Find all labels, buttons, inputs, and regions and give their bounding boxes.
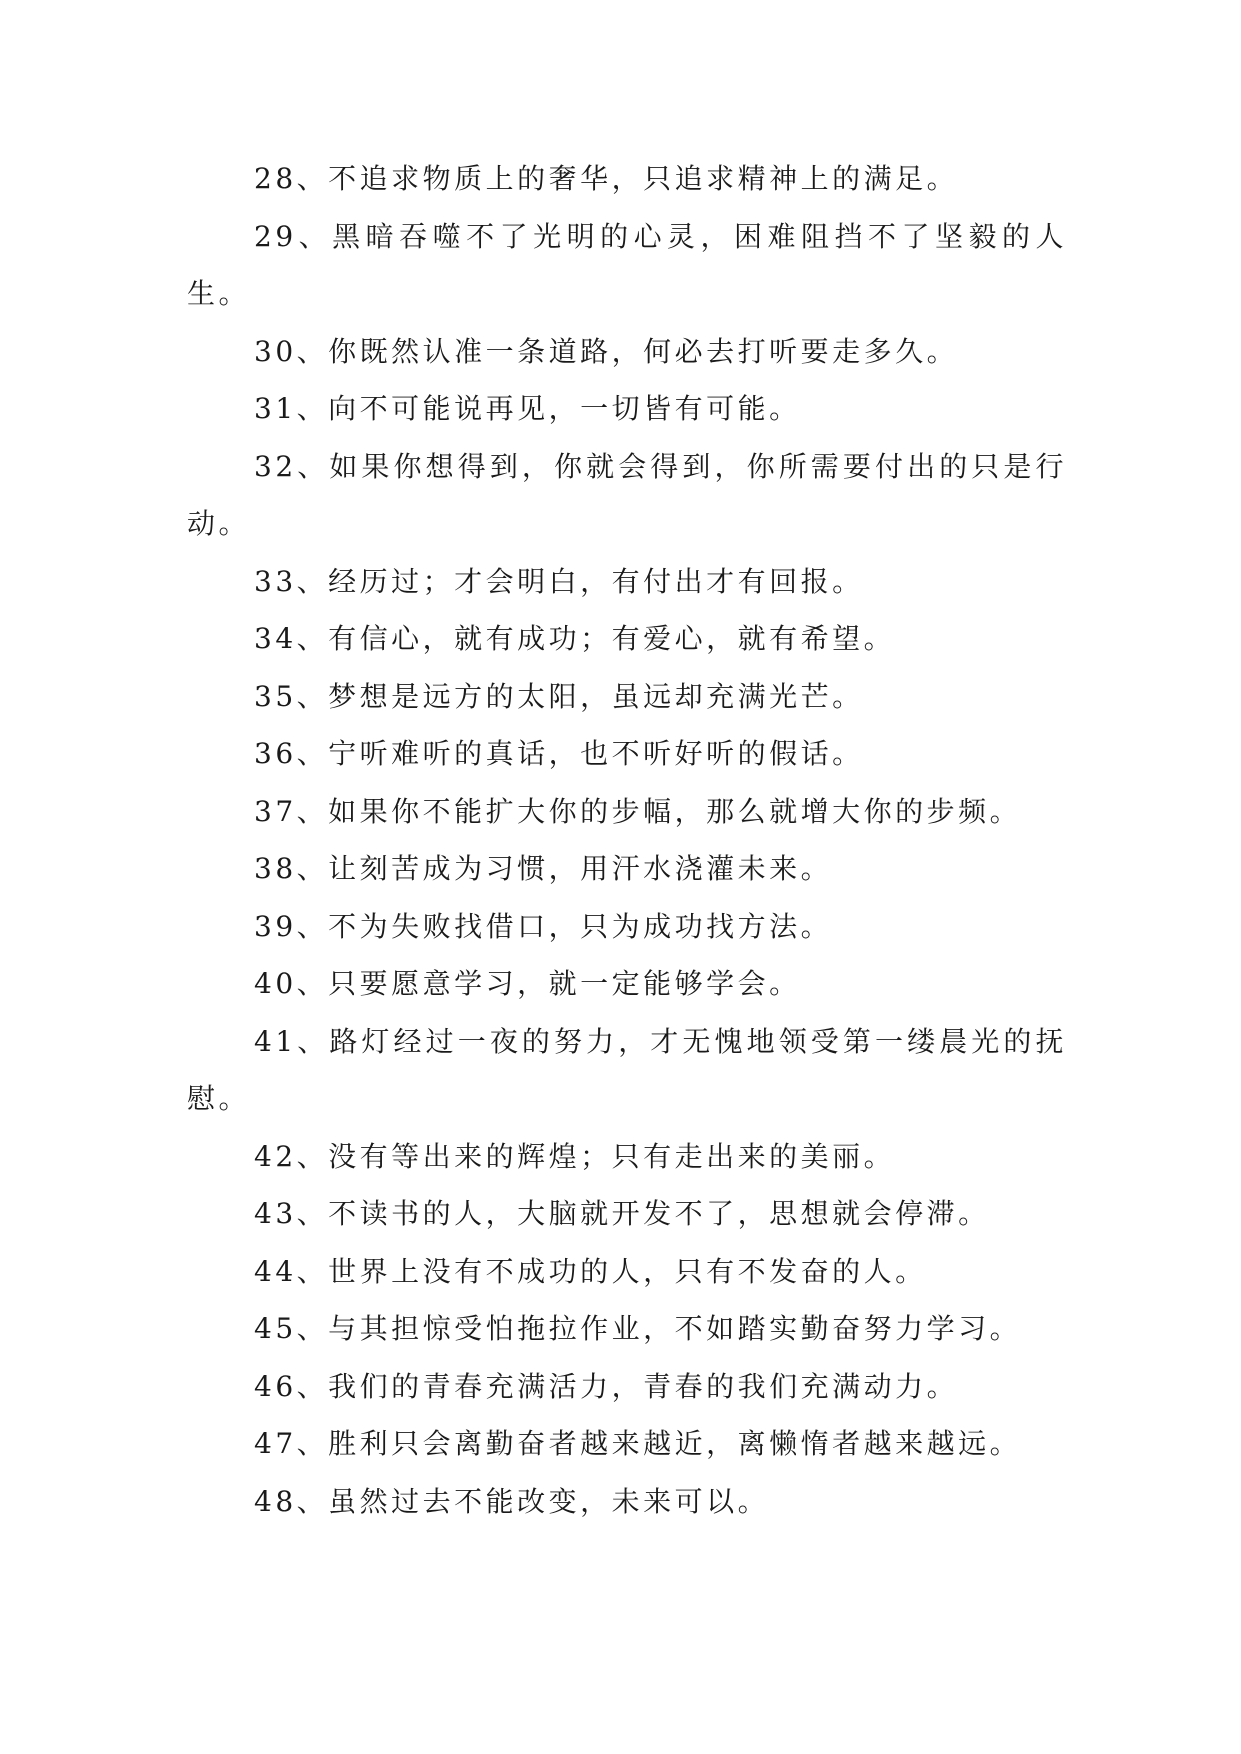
quote-41: 41、路灯经过一夜的努力，才无愧地领受第一缕晨光的抚慰。 <box>187 1024 1067 1115</box>
quote-29: 29、黑暗吞噬不了光明的心灵，困难阻挡不了坚毅的人生。 <box>187 219 1067 310</box>
quote-43: 43、不读书的人，大脑就开发不了，思想就会停滞。 <box>254 1197 990 1230</box>
quote-28: 28、不追求物质上的奢华，只追求精神上的满足。 <box>254 162 959 195</box>
quote-45: 45、与其担惊受怕拖拉作业，不如踏实勤奋努力学习。 <box>254 1312 1022 1345</box>
quote-30: 30、你既然认准一条道路，何必去打听要走多久。 <box>254 334 959 368</box>
quote-46: 46、我们的青春充满活力，青春的我们充满动力。 <box>254 1369 959 1403</box>
quote-48: 48、虽然过去不能改变，未来可以。 <box>254 1484 770 1518</box>
quote-37: 37、如果你不能扩大你的步幅，那么就增大你的步频。 <box>254 794 1022 828</box>
quote-38: 38、让刻苦成为习惯，用汗水浇灌未来。 <box>254 852 833 885</box>
quote-44: 44、世界上没有不成功的人，只有不发奋的人。 <box>254 1254 927 1288</box>
quote-34: 34、有信心，就有成功；有爱心，就有希望。 <box>254 622 896 655</box>
quote-32: 32、如果你想得到，你就会得到，你所需要付出的只是行动。 <box>187 449 1067 540</box>
quote-31: 31、向不可能说再见，一切皆有可能。 <box>254 392 801 425</box>
quote-42: 42、没有等出来的辉煌；只有走出来的美丽。 <box>254 1139 896 1173</box>
document-page <box>187 150 1067 1530</box>
quote-47: 47、胜利只会离勤奋者越来越近，离懒惰者越来越远。 <box>254 1427 1022 1460</box>
quote-33: 33、经历过；才会明白，有付出才有回报。 <box>254 564 864 598</box>
quote-40: 40、只要愿意学习，就一定能够学会。 <box>254 967 801 1000</box>
quote-39: 39、不为失败找借口，只为成功找方法。 <box>254 909 833 943</box>
quote-35: 35、梦想是远方的太阳，虽远却充满光芒。 <box>254 679 864 713</box>
quote-36: 36、宁听难听的真话，也不听好听的假话。 <box>254 737 864 770</box>
